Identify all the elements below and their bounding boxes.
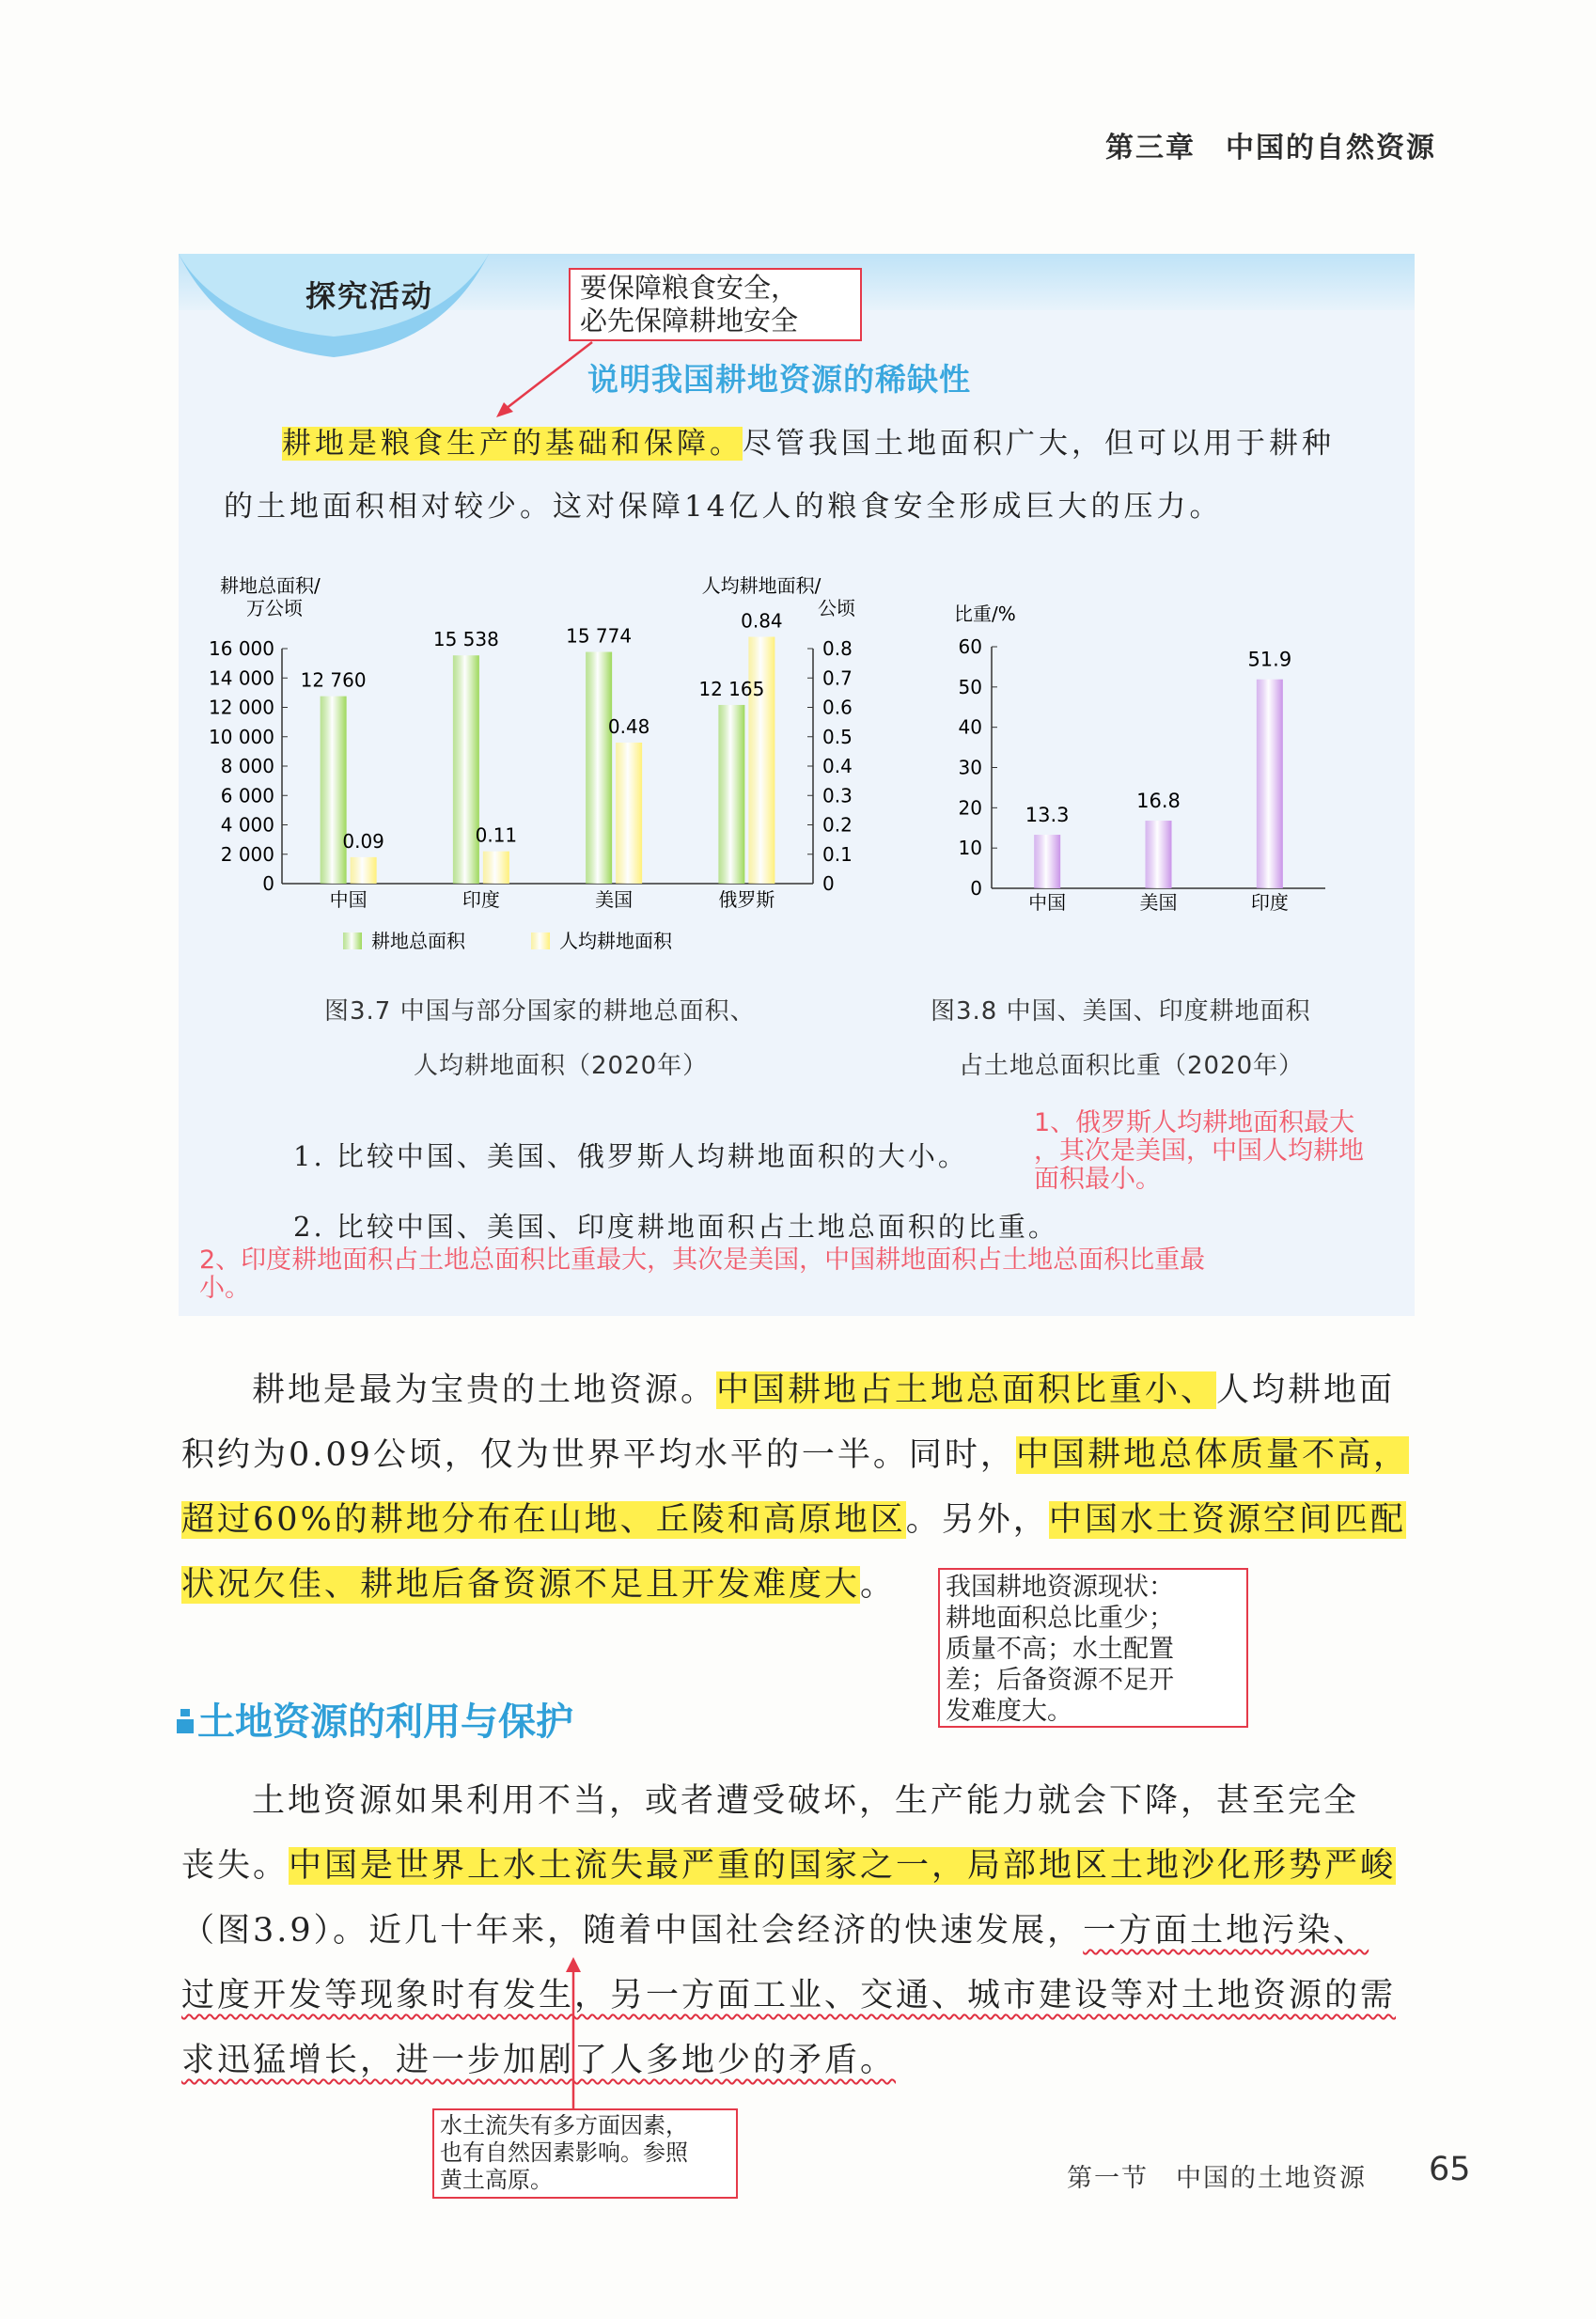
annotation-line: 要保障粮食安全， bbox=[580, 272, 799, 304]
y-tick-label-left: 2 000 bbox=[220, 842, 274, 866]
text: 积约为0.09公顷，仅为世界平均水平的一半。同时， bbox=[181, 1436, 1016, 1474]
section-title: 土地资源的利用与保护 bbox=[197, 1700, 573, 1744]
data-label: 13.3 bbox=[1025, 804, 1070, 827]
wavy-underline: 一方面土地污染、 bbox=[1083, 1912, 1369, 1950]
highlight: 中国耕地占土地总面积比重小、 bbox=[716, 1371, 1217, 1409]
x-tick-label: 中国 bbox=[329, 888, 368, 911]
x-tick-label: 印度 bbox=[462, 888, 500, 911]
page-number: 65 bbox=[1429, 2151, 1471, 2188]
y-tick-label: 10 bbox=[958, 837, 982, 860]
x-tick-label: 印度 bbox=[1250, 891, 1289, 914]
fig-3-8-caption-line1: 图3.8 中国、美国、印度耕地面积 bbox=[931, 997, 1311, 1026]
data-label-total: 12 760 bbox=[300, 668, 367, 692]
data-label-total: 15 538 bbox=[432, 628, 499, 651]
legend-label-total: 耕地总面积 bbox=[371, 930, 465, 952]
data-label: 16.8 bbox=[1136, 790, 1181, 813]
answer-line: ，其次是美国，中国人均耕地 bbox=[1034, 1136, 1364, 1166]
y-tick-label-left: 14 000 bbox=[209, 666, 274, 690]
data-label-per-capita: 0.09 bbox=[342, 829, 384, 853]
annotation-arrow bbox=[489, 338, 602, 423]
bar-per-capita bbox=[748, 637, 775, 885]
annotation-line: 必先保障耕地安全 bbox=[580, 305, 799, 337]
section-line-5: 求迅猛增长，进一步加剧了人多地少的矛盾。 bbox=[181, 2042, 897, 2079]
y-tick-label-right: 0.7 bbox=[822, 666, 853, 690]
y-axis-label-right: 人均耕地面积/ bbox=[701, 574, 821, 597]
bar-per-capita bbox=[351, 857, 377, 884]
x-tick-label: 美国 bbox=[595, 888, 634, 911]
highlight: 中国是世界上水土流失最严重的国家之一，局部地区土地沙化形势严峻 bbox=[289, 1847, 1397, 1885]
legend-label-per-capita: 人均耕地面积 bbox=[559, 930, 672, 952]
section-marker-icon bbox=[177, 1709, 194, 1733]
text: 耕地是最为宝贵的土地资源。 bbox=[252, 1371, 717, 1409]
highlight: 中国水土资源空间匹配 bbox=[1048, 1501, 1406, 1539]
bar-total-area bbox=[586, 652, 612, 884]
highlight: 状况欠佳、耕地后备资源不足且开发难度大 bbox=[181, 1566, 861, 1604]
y-tick-label: 60 bbox=[958, 635, 982, 658]
data-label-per-capita: 0.48 bbox=[607, 715, 650, 738]
bar-share bbox=[1257, 680, 1283, 888]
y-tick-label-right: 0.2 bbox=[822, 813, 853, 837]
body-line-2 bbox=[181, 1423, 1409, 1488]
y-axis-label-right: 公顷 bbox=[818, 597, 855, 619]
answer-line: 小。 bbox=[199, 1274, 250, 1303]
y-tick-label: 30 bbox=[958, 756, 982, 779]
highlight: 中国耕地总体质量不高， bbox=[1015, 1436, 1409, 1474]
data-label: 51.9 bbox=[1247, 648, 1292, 671]
body-line-3 bbox=[181, 1488, 1406, 1553]
text: 丧失。 bbox=[181, 1847, 289, 1885]
bar-total-area bbox=[321, 697, 347, 884]
annotation-line: 黄土高原。 bbox=[440, 2167, 553, 2193]
y-tick-label-left: 12 000 bbox=[209, 696, 274, 719]
fig-3-7-caption-line1: 图3.7 中国与部分国家的耕地总面积、 bbox=[324, 997, 756, 1026]
bar-total-area bbox=[453, 655, 479, 884]
bar-per-capita bbox=[616, 743, 642, 884]
text: 尽管我国土地面积广大，但可以用于耕种 bbox=[743, 427, 1335, 461]
y-axis-label: 比重/% bbox=[954, 603, 1016, 625]
y-tick-label-left: 10 000 bbox=[209, 725, 274, 748]
legend-swatch-total bbox=[343, 932, 362, 949]
data-label-per-capita: 0.84 bbox=[741, 609, 783, 633]
highlight: 超过60%的耕地分布在山地、丘陵和高原地区 bbox=[181, 1501, 906, 1539]
data-label-total: 15 774 bbox=[566, 624, 633, 648]
y-axis-label-left: 耕地总面积/ bbox=[220, 574, 321, 597]
chart-fig-3-7 bbox=[207, 564, 884, 968]
annotation-food-security bbox=[569, 268, 862, 341]
answer-line: 2、印度耕地面积占土地总面积比重最大，其次是美国，中国耕地面积占土地总面积比重最 bbox=[199, 1246, 1206, 1275]
chapter-header: 第三章 中国的自然资源 bbox=[1105, 132, 1436, 165]
answer-line: 1、俄罗斯人均耕地面积最大 bbox=[1034, 1108, 1355, 1137]
annotation-arrow-2 bbox=[555, 1955, 592, 2115]
y-tick-label-right: 0 bbox=[822, 872, 835, 895]
text: 。另外， bbox=[905, 1501, 1049, 1539]
answer-2 bbox=[199, 1246, 1205, 1303]
y-tick-label: 40 bbox=[958, 715, 982, 739]
inquiry-tag: 探究活动 bbox=[305, 278, 434, 314]
annotation-soil-erosion bbox=[432, 2108, 738, 2199]
x-tick-label: 中国 bbox=[1028, 891, 1067, 914]
y-tick-label-right: 0.4 bbox=[822, 755, 853, 777]
section-line-2 bbox=[181, 1834, 1396, 1899]
chart-fig-3-8 bbox=[940, 592, 1353, 931]
bar-share bbox=[1146, 821, 1172, 888]
y-tick-label-right: 0.8 bbox=[822, 637, 853, 660]
inquiry-intro-line1 bbox=[282, 416, 1335, 471]
fig-3-8-caption-line2: 占土地总面积比重（2020年） bbox=[959, 1052, 1305, 1080]
y-tick-label-right: 0.6 bbox=[822, 696, 853, 719]
y-axis-label-left: 万公顷 bbox=[246, 597, 303, 619]
y-tick-label: 50 bbox=[958, 675, 982, 698]
text: 。 bbox=[860, 1566, 897, 1604]
annotation-line: 也有自然因素影响。参照 bbox=[440, 2139, 688, 2166]
section-line-1: 土地资源如果利用不当，或者遭受破坏，生产能力就会下降，甚至完全 bbox=[252, 1782, 1360, 1820]
annotation-line: 耕地面积总比重少； bbox=[946, 1604, 1174, 1633]
y-tick-label-left: 6 000 bbox=[220, 784, 274, 807]
fig-3-7-caption-line2: 人均耕地面积（2020年） bbox=[414, 1052, 709, 1080]
bar-per-capita bbox=[483, 852, 509, 884]
answer-1 bbox=[1034, 1109, 1364, 1194]
body-line-1 bbox=[252, 1358, 1395, 1423]
bar-total-area bbox=[718, 705, 744, 884]
inquiry-title: 说明我国耕地资源的稀缺性 bbox=[587, 361, 971, 398]
annotation-line: 发难度大。 bbox=[946, 1697, 1072, 1726]
annotation-line: 我国耕地资源现状： bbox=[946, 1573, 1174, 1602]
data-label-per-capita: 0.11 bbox=[475, 823, 518, 847]
body-line-4 bbox=[181, 1553, 896, 1618]
y-tick-label-right: 0.5 bbox=[822, 725, 853, 748]
text: （图3.9）。近几十年来，随着中国社会经济的快速发展， bbox=[181, 1912, 1084, 1950]
x-tick-label: 俄罗斯 bbox=[718, 888, 775, 911]
y-tick-label-left: 8 000 bbox=[220, 755, 274, 777]
y-tick-label: 0 bbox=[970, 877, 982, 900]
section-line-4: 过度开发等现象时有发生，另一方面工业、交通、城市建设等对土地资源的需 bbox=[181, 1977, 1397, 2014]
inquiry-intro-line2: 的土地面积相对较少。这对保障14亿人的粮食安全形成巨大的压力。 bbox=[224, 490, 1223, 524]
answer-line: 面积最小。 bbox=[1034, 1165, 1161, 1194]
annotation-line: 差；后备资源不足开 bbox=[946, 1666, 1174, 1695]
legend-swatch-per-capita bbox=[531, 932, 550, 949]
highlight: 耕地是粮食生产的基础和保障。 bbox=[282, 427, 743, 461]
question-2: 2. 比较中国、美国、印度耕地面积占土地总面积的比重。 bbox=[293, 1211, 1058, 1243]
chart-fig-3-7-marks bbox=[209, 574, 855, 952]
annotation-farmland-status bbox=[938, 1568, 1248, 1728]
y-tick-label: 20 bbox=[958, 796, 982, 820]
data-label-total: 12 165 bbox=[698, 677, 765, 700]
annotation-line: 质量不高；水土配置 bbox=[946, 1635, 1174, 1664]
text: 人均耕地面 bbox=[1216, 1371, 1396, 1409]
chart-fig-3-8-marks bbox=[954, 603, 1325, 914]
y-tick-label-right: 0.3 bbox=[822, 784, 853, 807]
y-tick-label-left: 0 bbox=[262, 872, 274, 895]
question-1: 1. 比较中国、美国、俄罗斯人均耕地面积的大小。 bbox=[293, 1140, 968, 1172]
y-tick-label-right: 0.1 bbox=[822, 842, 853, 866]
y-tick-label-left: 4 000 bbox=[220, 813, 274, 837]
x-tick-label: 美国 bbox=[1139, 891, 1178, 914]
section-line-3 bbox=[181, 1899, 1369, 1964]
footer-section: 第一节 中国的土地资源 bbox=[1067, 2164, 1367, 2193]
y-tick-label-left: 16 000 bbox=[209, 637, 274, 660]
bar-share bbox=[1034, 835, 1060, 888]
annotation-line: 水土流失有多方面因素， bbox=[440, 2112, 688, 2139]
